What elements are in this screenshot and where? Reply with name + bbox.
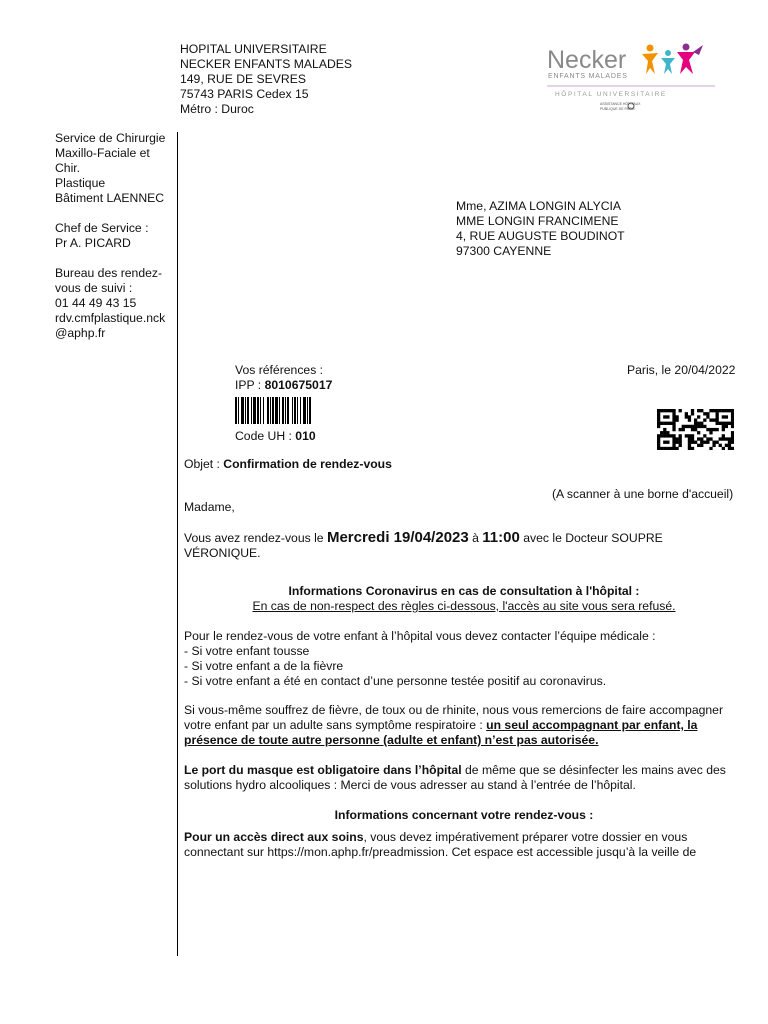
qr-module	[675, 437, 678, 440]
qr-module	[663, 422, 666, 425]
bureau-line: vous de suivi :	[55, 281, 133, 295]
qr-module	[700, 425, 703, 428]
logo-tagline: HÔPITAL UNIVERSITAIRE	[555, 91, 667, 98]
sidebar-service-info	[55, 131, 175, 356]
references	[235, 363, 332, 393]
bureau-phone: 01 44 49 43 15	[55, 296, 137, 310]
qr-module	[697, 431, 700, 434]
barcode-bar	[287, 397, 289, 424]
qr-module	[679, 409, 682, 412]
letter-date: Paris, le 20/04/2022	[627, 363, 736, 377]
covid-companion-paragraph	[184, 703, 744, 748]
barcode-bar	[260, 397, 261, 424]
qr-module	[703, 441, 706, 444]
appointment-mid: à	[468, 531, 483, 545]
barcode-icon	[235, 397, 341, 424]
appointment-sentence	[184, 530, 724, 561]
qr-module	[694, 428, 697, 431]
bureau-email: rdv.cmfplastique.nck	[55, 311, 166, 325]
qr-module	[688, 425, 691, 428]
qr-module	[663, 428, 666, 431]
qr-module	[706, 415, 709, 418]
covid-bullet: - Si votre enfant a de la fièvre	[184, 659, 344, 673]
hospital-address-line: 149, RUE DE SEVRES	[180, 72, 306, 86]
qr-module	[722, 409, 725, 412]
qr-module	[722, 447, 725, 450]
qr-module	[688, 434, 691, 437]
qr-module	[660, 409, 663, 412]
qr-module	[691, 434, 694, 437]
barcode-bar	[251, 397, 252, 424]
qr-module	[663, 409, 666, 412]
qr-module	[700, 409, 703, 412]
barcode-bar	[292, 397, 293, 424]
qr-module	[679, 428, 682, 431]
mask-text: de même que se désinfecter les mains avec des solutions hydro alcooliques : Merci de vous adresser au stand à l’entrée de l’hôpital.	[184, 763, 726, 792]
qr-module	[731, 447, 734, 450]
barcode-bar	[307, 397, 308, 424]
qr-module	[728, 441, 731, 444]
qr-module	[731, 437, 734, 440]
hospital-address	[180, 42, 352, 117]
objet-line	[184, 457, 392, 472]
references-label: Vos références :	[235, 363, 324, 377]
qr-module	[703, 418, 706, 421]
qr-module	[660, 447, 663, 450]
qr-module	[660, 434, 663, 437]
qr-module	[731, 415, 734, 418]
ipp-value: 8010675017	[264, 378, 333, 392]
qr-module	[672, 444, 675, 447]
qr-module	[672, 422, 675, 425]
qr-module	[716, 422, 719, 425]
qr-module	[691, 412, 694, 415]
qr-module	[722, 428, 725, 431]
qr-module	[731, 441, 734, 444]
qr-module	[672, 441, 675, 444]
qr-module	[731, 434, 734, 437]
qr-module	[657, 447, 660, 450]
logo-subtitle: ENFANTS MALADES	[548, 73, 628, 80]
qr-module	[725, 409, 728, 412]
qr-module	[672, 425, 675, 428]
covid-contact-paragraph	[184, 629, 744, 689]
necker-logo	[543, 41, 723, 121]
qr-module	[728, 437, 731, 440]
qr-module	[675, 447, 678, 450]
covid-mask-paragraph	[184, 763, 759, 793]
qr-module	[731, 418, 734, 421]
qr-module	[669, 409, 672, 412]
barcode-bar	[275, 397, 278, 424]
qr-module	[703, 425, 706, 428]
qr-module	[669, 422, 672, 425]
qr-module	[716, 441, 719, 444]
qr-module	[672, 428, 675, 431]
qr-module	[694, 418, 697, 421]
qr-module	[666, 415, 669, 418]
qr-module	[685, 434, 688, 437]
qr-module	[657, 422, 660, 425]
qr-module	[716, 428, 719, 431]
service-block	[55, 131, 175, 206]
hospital-address-line: 75743 PARIS Cedex 15	[180, 87, 309, 101]
salutation: Madame,	[184, 500, 235, 514]
qr-module	[694, 422, 697, 425]
barcode-bar	[241, 397, 244, 424]
barcode-bar	[270, 397, 271, 424]
service-line: Chir.	[55, 161, 81, 175]
qr-module	[663, 434, 666, 437]
qr-module	[709, 409, 712, 412]
qr-module	[691, 447, 694, 450]
barcode-bar	[300, 397, 301, 424]
barcode-bar	[282, 397, 284, 424]
recipient-address	[456, 199, 625, 259]
barcode-bar	[235, 397, 237, 424]
qr-module	[669, 447, 672, 450]
companion-text: Si vous-même souffrez de fièvre, de toux ou de rhinite, nous vous remercions de faire accompagner votre enfant par un adulte sans symptôme respiratoire :	[184, 703, 724, 732]
covid-title: Informations Coronavirus en cas de consultation à l'hôpital :	[288, 584, 640, 598]
barcode-bar	[253, 397, 256, 424]
logo-name: Necker	[547, 46, 627, 74]
bureau-line: Bureau des rendez-	[55, 266, 163, 280]
qr-module	[657, 409, 660, 412]
code-uh-value: 010	[295, 429, 316, 443]
qr-module	[703, 434, 706, 437]
qr-module	[719, 422, 722, 425]
qr-module	[700, 441, 703, 444]
qr-module	[663, 415, 666, 418]
qr-module	[722, 415, 725, 418]
barcode-bar	[267, 397, 269, 424]
qr-module	[697, 425, 700, 428]
qr-module	[731, 431, 734, 434]
qr-module	[675, 415, 678, 418]
qr-module	[663, 431, 666, 434]
qr-module	[697, 422, 700, 425]
code-uh-label: Code UH :	[235, 429, 296, 443]
appointment-time: 11:00	[482, 529, 520, 546]
qr-module	[709, 431, 712, 434]
qr-module	[679, 441, 682, 444]
qr-module	[719, 444, 722, 447]
barcode-bar	[294, 397, 296, 424]
appointment-suffix: avec le Docteur SOUPRE VÉRONIQUE.	[184, 531, 663, 560]
qr-module	[728, 422, 731, 425]
qr-module	[679, 434, 682, 437]
barcode-bar	[238, 397, 239, 424]
qr-module	[685, 412, 688, 415]
barcode-bar	[297, 397, 298, 424]
aphp-line-1: ASSISTANCE HÔPITAUX	[600, 102, 641, 106]
hospital-address-line: HOPITAL UNIVERSITAIRE	[180, 42, 327, 56]
qr-module	[706, 412, 709, 415]
qr-module	[716, 409, 719, 412]
recipient-line: 4, RUE AUGUSTE BOUDINOT	[456, 229, 625, 243]
qr-module	[691, 441, 694, 444]
code-uh-line	[235, 429, 316, 444]
qr-module	[666, 431, 669, 434]
covid-bullet: - Si votre enfant a été en contact d’une personne testée positif au coronavirus.	[184, 674, 607, 688]
qr-module	[657, 415, 660, 418]
qr-module	[691, 428, 694, 431]
bureau-email: @aphp.fr	[55, 326, 106, 340]
qr-module	[716, 412, 719, 415]
qr-module	[712, 409, 715, 412]
covid-intro: Pour le rendez-vous de votre enfant à l’hôpital vous devez contacter l’équipe médicale :	[184, 629, 656, 643]
qr-module	[731, 425, 734, 428]
barcode-bar	[247, 397, 249, 424]
qr-module	[725, 415, 728, 418]
hospital-address-line: NECKER ENFANTS MALADES	[180, 57, 353, 71]
qr-module	[709, 428, 712, 431]
qr-module	[712, 444, 715, 447]
service-line: Bâtiment LAENNEC	[55, 191, 165, 205]
recipient-line: 97300 CAYENNE	[456, 244, 552, 258]
qr-module	[657, 418, 660, 421]
barcode-bar	[303, 397, 306, 424]
barcode-bar	[279, 397, 280, 424]
qr-module	[691, 437, 694, 440]
chef-name: Pr A. PICARD	[55, 236, 131, 250]
barcode-bar	[285, 397, 286, 424]
recipient-line: MME LONGIN FRANCIMENE	[456, 214, 619, 228]
qr-module	[691, 409, 694, 412]
qr-module	[682, 425, 685, 428]
hospital-address-line: Métro : Duroc	[180, 102, 254, 116]
qr-module	[731, 422, 734, 425]
qr-module	[697, 409, 700, 412]
qr-module	[728, 444, 731, 447]
qr-module	[666, 441, 669, 444]
qr-module	[697, 437, 700, 440]
qr-module	[685, 425, 688, 428]
qr-module	[700, 422, 703, 425]
qr-module	[657, 412, 660, 415]
ipp-line	[235, 378, 332, 393]
companion-rule: un seul accompagnant par enfant, la présence de toute autre personne (adulte et enfant) n’est pas autorisée.	[184, 718, 698, 747]
qr-module	[688, 447, 691, 450]
qr-module	[675, 418, 678, 421]
children-figures-icon	[642, 44, 703, 75]
qr-module	[657, 437, 660, 440]
qr-module	[731, 409, 734, 412]
rdv-info-text: , vous devez impérativement préparer votre dossier en vous connectant sur https://mon.aphp.fr/preadmission. Cet espace est accessible jusqu’à la veille de	[184, 830, 697, 859]
qr-module	[657, 441, 660, 444]
qr-module	[706, 441, 709, 444]
qr-module	[660, 431, 663, 434]
qr-module	[688, 418, 691, 421]
qr-module	[697, 415, 700, 418]
ipp-label: IPP :	[235, 378, 265, 392]
qr-module	[722, 434, 725, 437]
qr-module	[709, 447, 712, 450]
qr-module	[719, 409, 722, 412]
qr-module	[722, 422, 725, 425]
qr-module	[663, 441, 666, 444]
service-line: Maxillo-Faciale et	[55, 146, 150, 160]
qr-module	[672, 418, 675, 421]
barcode-bar	[272, 397, 274, 424]
covid-subtitle	[184, 599, 744, 614]
barcode-bar	[245, 397, 246, 424]
appointment-date: Mercredi 19/04/2023	[326, 529, 469, 546]
barcode-bar	[309, 397, 311, 424]
barcode-bar	[257, 397, 259, 424]
scan-note: (A scanner à une borne d'accueil)	[552, 487, 734, 501]
qr-code-icon	[657, 409, 734, 450]
qr-module	[722, 437, 725, 440]
mask-rule: Le port du masque est obligatoire dans l’hôpital	[184, 763, 462, 777]
qr-module	[716, 418, 719, 421]
covid-subtitle-text: En cas de non-respect des règles ci-dessous, l'accès au site vous sera refusé.	[252, 599, 676, 613]
qr-module	[706, 437, 709, 440]
chef-label: Chef de Service :	[55, 221, 149, 235]
qr-module	[682, 428, 685, 431]
barcode-bar	[263, 397, 264, 424]
qr-module	[657, 444, 660, 447]
qr-module	[731, 412, 734, 415]
qr-module	[728, 447, 731, 450]
qr-module	[697, 444, 700, 447]
appointment-prefix: Vous avez rendez-vous le	[184, 531, 327, 545]
rdv-info-paragraph	[184, 830, 744, 860]
qr-module	[672, 409, 675, 412]
qr-module	[700, 437, 703, 440]
qr-module	[712, 418, 715, 421]
qr-module	[688, 415, 691, 418]
qr-module	[706, 428, 709, 431]
qr-module	[663, 447, 666, 450]
qr-module	[712, 428, 715, 431]
qr-module	[712, 441, 715, 444]
qr-module	[672, 412, 675, 415]
qr-module	[679, 444, 682, 447]
vertical-divider	[177, 132, 178, 956]
objet-label: Objet :	[184, 457, 224, 471]
qr-module	[657, 434, 660, 437]
recipient-line: Mme, AZIMA LONGIN ALYCIA	[456, 199, 622, 213]
qr-module	[716, 415, 719, 418]
qr-module	[679, 437, 682, 440]
qr-module	[666, 447, 669, 450]
qr-module	[672, 415, 675, 418]
qr-module	[672, 434, 675, 437]
qr-module	[672, 447, 675, 450]
qr-module	[660, 422, 663, 425]
qr-module	[719, 437, 722, 440]
aphp-logo-icon	[600, 101, 641, 111]
chef-block	[55, 221, 175, 251]
qr-module	[725, 437, 728, 440]
aphp-line-2: PUBLIQUE DE PARIS	[600, 107, 635, 111]
qr-module	[691, 425, 694, 428]
qr-module	[669, 434, 672, 437]
service-line: Service de Chirurgie	[55, 131, 166, 145]
qr-module	[728, 409, 731, 412]
qr-module	[725, 444, 728, 447]
bureau-block	[55, 266, 175, 341]
qr-module	[709, 418, 712, 421]
qr-module	[685, 415, 688, 418]
objet-value: Confirmation de rendez-vous	[223, 457, 392, 471]
qr-module	[675, 441, 678, 444]
qr-module	[666, 434, 669, 437]
qr-module	[672, 437, 675, 440]
qr-module	[709, 437, 712, 440]
qr-module	[694, 425, 697, 428]
qr-module	[666, 409, 669, 412]
qr-module	[722, 425, 725, 428]
qr-module	[666, 422, 669, 425]
covid-bullet: - Si votre enfant tousse	[184, 644, 310, 658]
qr-module	[703, 412, 706, 415]
rdv-info-bold: Pour un accès direct aux soins	[184, 830, 364, 844]
qr-module	[725, 422, 728, 425]
qr-module	[725, 425, 728, 428]
qr-module	[700, 444, 703, 447]
qr-module	[657, 425, 660, 428]
qr-module	[694, 441, 697, 444]
rdv-info-title: Informations concernant votre rendez-vous :	[334, 808, 594, 822]
qr-module	[688, 444, 691, 447]
qr-module	[688, 441, 691, 444]
qr-module	[688, 437, 691, 440]
service-line: Plastique	[55, 176, 106, 190]
